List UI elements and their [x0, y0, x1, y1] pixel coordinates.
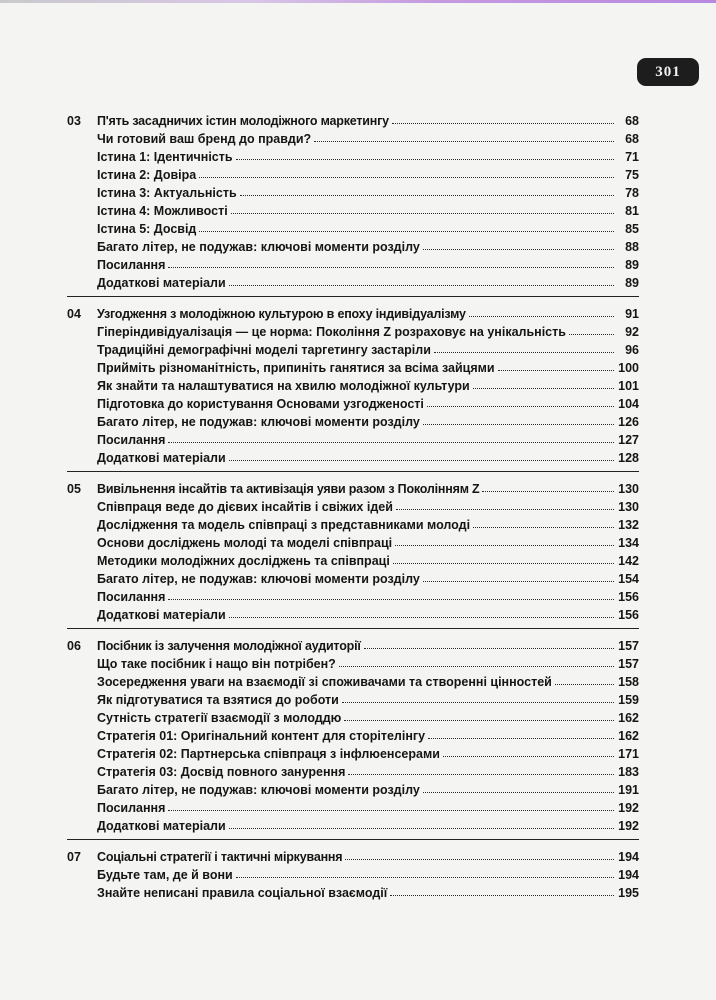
toc-chapter-heading[interactable] [67, 478, 639, 496]
entry-title: Багато літер, не подужав: ключові моменти розділу [97, 240, 420, 254]
entry-page: 194 [618, 868, 639, 882]
entry-page: 126 [618, 415, 639, 429]
entry-title: Додаткові матеріали [97, 608, 226, 622]
chapter-title: Соціальні стратегії і тактичні міркування [97, 850, 343, 864]
entry-title: Стратегія 01: Оригінальний контент для сторітелінгу [97, 729, 426, 743]
dot-leader [423, 581, 614, 582]
entry-title: Дослідження та модель співпраці з представниками молоді [97, 518, 471, 532]
toc-entry[interactable] [67, 236, 639, 254]
entry-page: 162 [618, 729, 639, 743]
dot-leader [314, 141, 614, 142]
chapter-divider [67, 296, 639, 297]
entry-page: 100 [618, 361, 639, 375]
dot-leader [393, 563, 614, 564]
toc-entry[interactable] [67, 272, 639, 290]
dot-leader [469, 316, 614, 317]
entry-title: Багато літер, не подужав: ключові моменти розділу [97, 783, 420, 797]
dot-leader [168, 267, 614, 268]
entry-page: 158 [618, 675, 639, 689]
dot-leader [168, 442, 614, 443]
toc-entry[interactable] [67, 200, 639, 218]
chapter-page: 68 [625, 114, 639, 128]
entry-title: Методики молодіжних досліджень та співпраці [97, 554, 390, 568]
dot-leader [423, 792, 614, 793]
entry-title: Основи досліджень молоді та моделі співпраці [97, 536, 393, 550]
dot-leader [390, 895, 614, 896]
toc-entry[interactable] [67, 393, 639, 411]
toc-entry[interactable] [67, 429, 639, 447]
toc-chapter-heading[interactable] [67, 303, 639, 321]
entry-title: Посилання [97, 590, 166, 604]
entry-page: 156 [618, 608, 639, 622]
toc-entry[interactable] [67, 218, 639, 236]
toc-entry[interactable] [67, 707, 639, 725]
chapter-page: 194 [618, 850, 639, 864]
dot-leader [434, 352, 614, 353]
entry-title: Гіперіндивідуалізація — це норма: Покоління Z розраховує на унікальність [97, 325, 566, 339]
entry-title: Прийміть різноманітність, припиніть ганятися за всіма зайцями [97, 361, 495, 375]
entry-title: Як знайти та налаштуватися на хвилю молодіжної культури [97, 379, 470, 393]
toc-entry[interactable] [67, 182, 639, 200]
dot-leader [231, 213, 614, 214]
toc-entry[interactable] [67, 532, 639, 550]
toc-entry[interactable] [67, 447, 639, 465]
entry-page: 85 [625, 222, 639, 236]
entry-title: Будьте там, де й вони [97, 868, 233, 882]
toc-chapter-heading[interactable] [67, 635, 639, 653]
toc-entry[interactable] [67, 321, 639, 339]
entry-page: 134 [618, 536, 639, 550]
toc-chapter-05 [67, 478, 639, 622]
toc-entry[interactable] [67, 128, 639, 146]
entry-page: 88 [625, 240, 639, 254]
dot-leader [428, 738, 614, 739]
dot-leader [482, 491, 614, 492]
dot-leader [364, 648, 614, 649]
entry-title: Посилання [97, 258, 166, 272]
toc-entry[interactable] [67, 779, 639, 797]
page-number: 301 [655, 63, 681, 80]
page-top-edge [0, 0, 716, 3]
toc-entry[interactable] [67, 339, 639, 357]
entry-page: 132 [618, 518, 639, 532]
entry-page: 195 [618, 886, 639, 900]
dot-leader [229, 617, 614, 618]
page-number-badge [637, 58, 699, 86]
dot-leader [395, 545, 614, 546]
toc-entry[interactable] [67, 671, 639, 689]
dot-leader [396, 509, 614, 510]
toc-chapter-07 [67, 846, 639, 900]
dot-leader [168, 599, 614, 600]
chapter-page: 130 [618, 482, 639, 496]
entry-title: Знайте неписані правила соціальної взаємодії [97, 886, 388, 900]
chapter-number: 06 [67, 639, 81, 653]
entry-page: 192 [618, 801, 639, 815]
chapter-number: 04 [67, 307, 81, 321]
dot-leader [199, 177, 614, 178]
entry-page: 75 [625, 168, 639, 182]
toc-entry[interactable] [67, 761, 639, 779]
dot-leader [423, 424, 614, 425]
entry-page: 78 [625, 186, 639, 200]
entry-title: Додаткові матеріали [97, 276, 226, 290]
toc-entry[interactable] [67, 725, 639, 743]
toc-entry[interactable] [67, 357, 639, 375]
entry-title: Підготовка до користування Основами узгодженості [97, 397, 424, 411]
entry-page: 81 [625, 204, 639, 218]
entry-page: 154 [618, 572, 639, 586]
dot-leader [473, 388, 614, 389]
toc-entry[interactable] [67, 514, 639, 532]
entry-page: 142 [618, 554, 639, 568]
entry-page: 157 [618, 657, 639, 671]
toc-entry[interactable] [67, 882, 639, 900]
entry-title: Істина 4: Можливості [97, 204, 228, 218]
entry-page: 127 [618, 433, 639, 447]
entry-page: 89 [625, 276, 639, 290]
toc-entry[interactable] [67, 797, 639, 815]
entry-page: 96 [625, 343, 639, 357]
toc-entry[interactable] [67, 411, 639, 429]
chapter-divider [67, 839, 639, 840]
entry-page: 89 [625, 258, 639, 272]
dot-leader [473, 527, 614, 528]
entry-title: Багато літер, не подужав: ключові моменти розділу [97, 415, 420, 429]
entry-page: 191 [618, 783, 639, 797]
dot-leader [392, 123, 614, 124]
toc-entry[interactable] [67, 604, 639, 622]
chapter-divider [67, 471, 639, 472]
dot-leader [229, 460, 614, 461]
entry-title: Що таке посібник і нащо він потрібен? [97, 657, 336, 671]
dot-leader [569, 334, 614, 335]
toc-entry[interactable] [67, 864, 639, 882]
entry-page: 68 [625, 132, 639, 146]
chapter-title: Узгодження з молодіжною культурою в епоху індивідуалізму [97, 307, 466, 321]
entry-title: Додаткові матеріали [97, 451, 226, 465]
dot-leader [344, 720, 614, 721]
toc-entry[interactable] [67, 254, 639, 272]
entry-page: 171 [618, 747, 639, 761]
chapter-title: П'ять засадничих істин молодіжного маркетингу [97, 114, 389, 128]
entry-title: Істина 1: Ідентичність [97, 150, 233, 164]
chapter-divider [67, 628, 639, 629]
dot-leader [342, 702, 614, 703]
toc-chapter-heading[interactable] [67, 846, 639, 864]
entry-page: 128 [618, 451, 639, 465]
entry-title: Істина 5: Досвід [97, 222, 197, 236]
toc-entry[interactable] [67, 164, 639, 182]
entry-page: 130 [618, 500, 639, 514]
entry-page: 162 [618, 711, 639, 725]
dot-leader [229, 285, 614, 286]
dot-leader [240, 195, 614, 196]
entry-page: 192 [618, 819, 639, 833]
dot-leader [348, 774, 614, 775]
dot-leader [345, 859, 614, 860]
chapter-title: Посібник із залучення молодіжної аудиторії [97, 639, 361, 653]
dot-leader [555, 684, 614, 685]
entry-title: Багато літер, не подужав: ключові моменти розділу [97, 572, 420, 586]
toc-chapter-03 [67, 110, 639, 290]
entry-title: Істина 2: Довіра [97, 168, 197, 182]
entry-title: Посилання [97, 433, 166, 447]
entry-title: Як підготуватися та взятися до роботи [97, 693, 339, 707]
chapter-number: 03 [67, 114, 81, 128]
toc-entry[interactable] [67, 815, 639, 833]
dot-leader [427, 406, 614, 407]
toc-chapter-04 [67, 303, 639, 465]
dot-leader [199, 231, 614, 232]
entry-page: 104 [618, 397, 639, 411]
dot-leader [498, 370, 614, 371]
dot-leader [229, 828, 614, 829]
dot-leader [339, 666, 614, 667]
chapter-number: 05 [67, 482, 81, 496]
dot-leader [443, 756, 614, 757]
entry-page: 159 [618, 693, 639, 707]
entry-page: 156 [618, 590, 639, 604]
entry-title: Додаткові матеріали [97, 819, 226, 833]
toc-chapter-heading[interactable] [67, 110, 639, 128]
entry-title: Співпраця веде до дієвих інсайтів і свіжих ідей [97, 500, 393, 514]
entry-page: 183 [618, 765, 639, 779]
entry-title: Посилання [97, 801, 166, 815]
entry-page: 92 [625, 325, 639, 339]
dot-leader [423, 249, 614, 250]
table-of-contents [67, 110, 639, 900]
chapter-title: Вивільнення інсайтів та активізація уяви разом з Поколінням Z [97, 482, 480, 496]
dot-leader [236, 877, 614, 878]
entry-page: 101 [618, 379, 639, 393]
toc-entry[interactable] [67, 586, 639, 604]
toc-entry[interactable] [67, 743, 639, 761]
chapter-page: 91 [625, 307, 639, 321]
toc-entry[interactable] [67, 550, 639, 568]
toc-entry[interactable] [67, 689, 639, 707]
chapter-number: 07 [67, 850, 81, 864]
toc-entry[interactable] [67, 496, 639, 514]
chapter-page: 157 [618, 639, 639, 653]
toc-entry[interactable] [67, 146, 639, 164]
entry-title: Стратегія 03: Досвід повного занурення [97, 765, 346, 779]
entry-page: 71 [625, 150, 639, 164]
entry-title: Стратегія 02: Партнерська співпраця з інфлюенсерами [97, 747, 440, 761]
entry-title: Чи готовий ваш бренд до правди? [97, 132, 312, 146]
entry-title: Сутність стратегії взаємодії з молоддю [97, 711, 342, 725]
toc-entry[interactable] [67, 375, 639, 393]
entry-title: Істина 3: Актуальність [97, 186, 237, 200]
dot-leader [168, 810, 614, 811]
toc-chapter-06 [67, 635, 639, 833]
toc-entry[interactable] [67, 568, 639, 586]
toc-entry[interactable] [67, 653, 639, 671]
entry-title: Традиційні демографічні моделі таргетингу застаріли [97, 343, 431, 357]
entry-title: Зосередження уваги на взаємодії зі споживачами та створенні цінностей [97, 675, 552, 689]
dot-leader [236, 159, 614, 160]
